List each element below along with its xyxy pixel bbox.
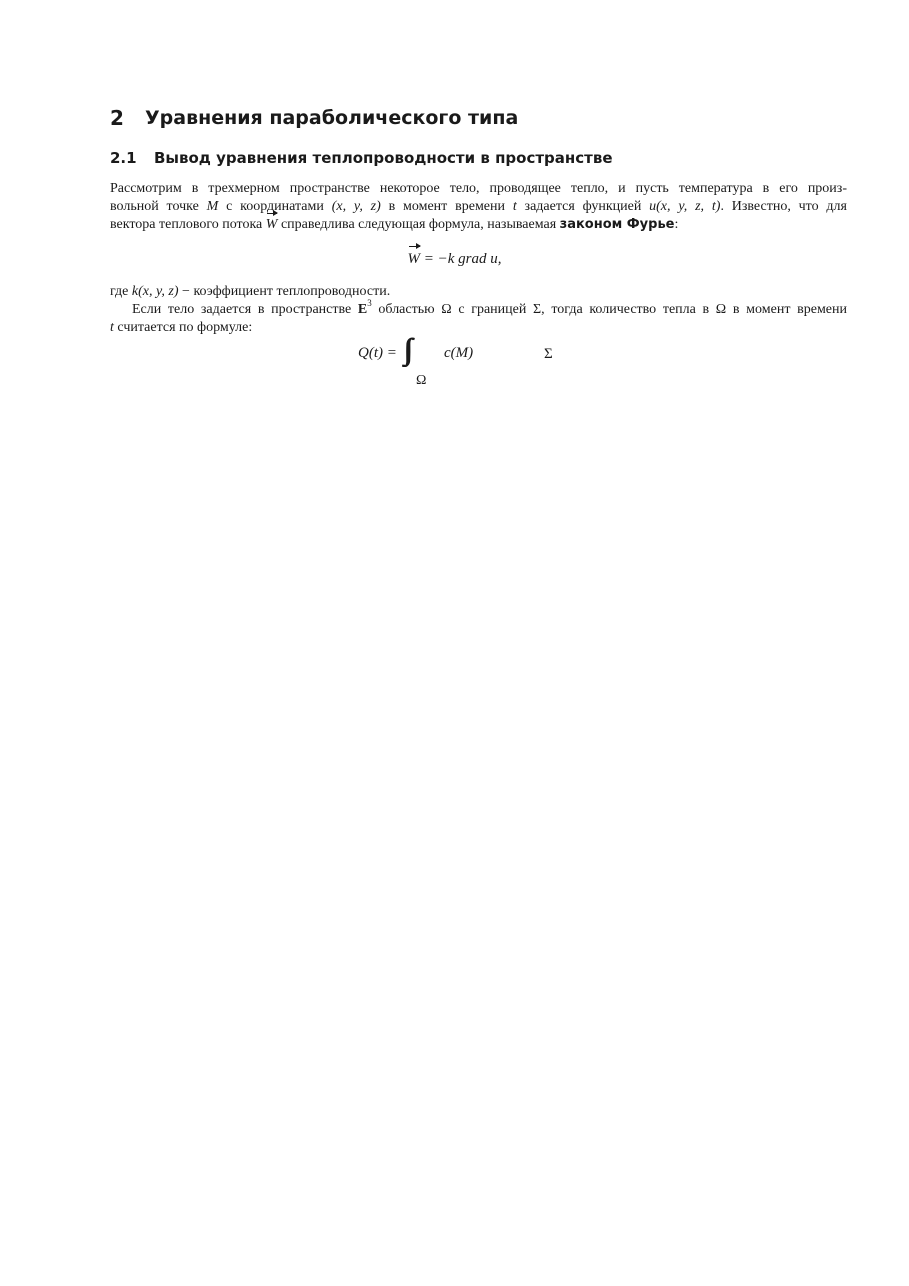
math-k: k(x, y, z)	[131, 284, 179, 299]
text-run: вольной точке	[110, 199, 207, 214]
text-run: − коэффициент теплопроводности.	[178, 284, 391, 299]
text-run: Если тело задается в пространстве	[132, 302, 358, 317]
text-run: справедлива следующая формула, называемая	[277, 217, 560, 232]
paragraph3-line2	[110, 319, 847, 337]
paragraph1-line1: Рассмотрим в трехмерном пространстве некоторое тело, проводящее тепло, и пусть температура в его произ-	[110, 181, 847, 196]
paragraph1-line3	[110, 216, 847, 234]
math-xyz: (x, y, z)	[331, 199, 381, 214]
math-E: E	[357, 302, 368, 317]
paragraph1-line2	[110, 198, 847, 216]
vector-W: W	[265, 217, 278, 232]
text-run: областью Ω с границей Σ, тогда количество тепла в Ω в момент времени	[371, 302, 847, 317]
fourier-formula	[0, 249, 909, 269]
subsection-title: Вывод уравнения теплопроводности в пространстве	[154, 149, 613, 167]
text-run: с координатами	[218, 199, 332, 214]
text-run: где	[110, 284, 132, 299]
math-M: M	[206, 199, 219, 214]
section-number: 2	[110, 106, 124, 130]
math-t: t	[512, 199, 517, 214]
paragraph3-line1	[132, 298, 847, 319]
math-u: u(x, y, z, t)	[649, 199, 721, 214]
math-E-superscript: 3	[367, 298, 372, 308]
text-run: задается функцией	[516, 199, 650, 214]
paragraph2	[110, 283, 847, 301]
integral-domain-omega: Ω	[416, 373, 427, 388]
heat-formula-lhs: Q(t) =	[358, 345, 397, 361]
section-title: Уравнения параболического типа	[145, 107, 519, 129]
text-run: :	[674, 217, 679, 232]
sigma-symbol: Σ	[544, 346, 553, 362]
heat-formula-integrand: c(M)	[444, 345, 474, 361]
text-run: считается по формуле:	[113, 320, 253, 335]
fourier-law-term: законом Фурье	[559, 217, 675, 232]
text-run: в момент времени	[380, 199, 513, 214]
subsection-number: 2.1	[110, 149, 137, 167]
math-t: t	[110, 320, 114, 335]
text-run: вектора теплового потока	[110, 217, 266, 232]
vector-W: W	[407, 251, 420, 267]
text-run: . Известно, что для	[720, 199, 847, 214]
formula-rhs: = −k grad u,	[420, 251, 502, 267]
